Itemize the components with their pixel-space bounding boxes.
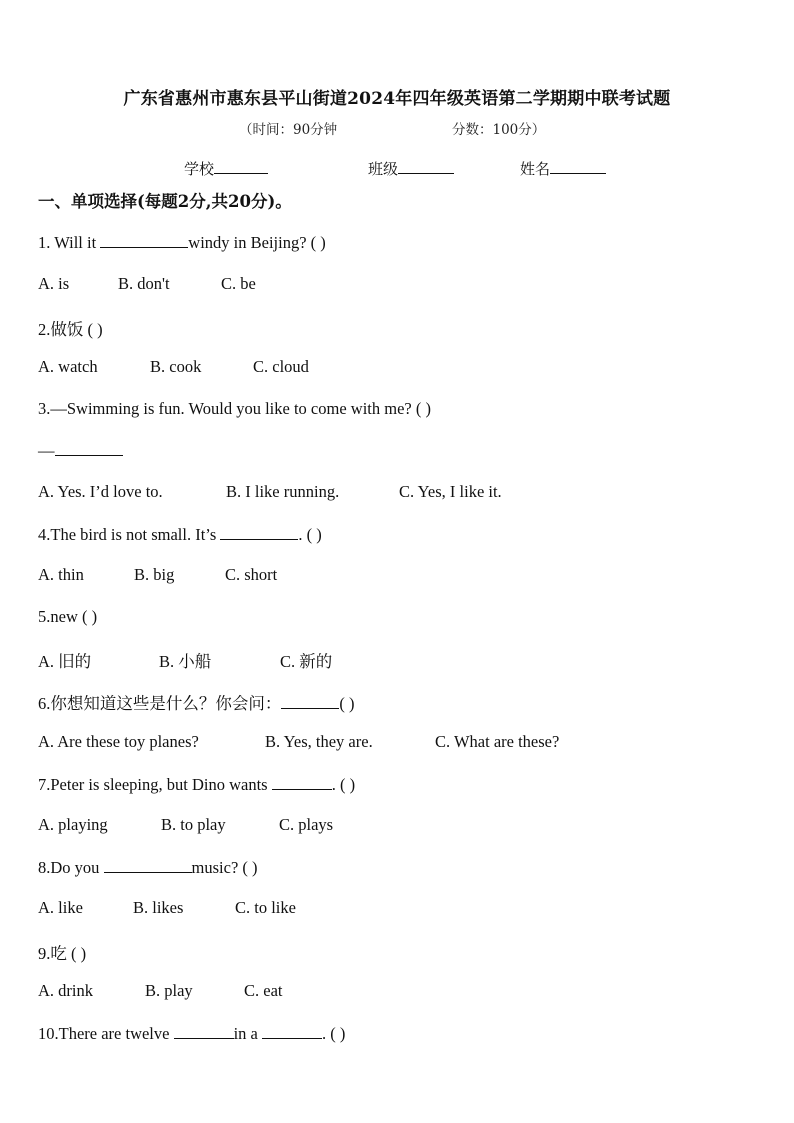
option-a: A. drink [38,981,93,1000]
question-10 [38,1023,345,1044]
answer-blank [100,232,188,248]
question-text-end: . ( ) [331,775,356,794]
question-9 [38,940,86,964]
option-b: B. to play [161,815,226,834]
question-3-response [38,440,123,461]
answer-blank [220,524,298,540]
question-text: 9.吃 ( ) [38,944,87,963]
option-a: A. Are these toy planes? [38,732,199,751]
exam-time: （时间：90分钟 [239,122,338,138]
section-heading: 一、单项选择(每题2分,共20分)。 [38,192,292,211]
option-c: C. 新的 [280,652,333,671]
option-b: B. play [145,981,193,1000]
question-text-end: music? ( ) [191,858,258,877]
question-text-end: ( ) [339,694,355,713]
option-c: C. Yes, I like it. [399,482,502,501]
option-a: A. is [38,274,70,293]
name-label: 姓名 [520,160,551,178]
option-a: A. Yes. I’d love to. [38,482,163,501]
question-text: 10.There are twelve [38,1024,174,1043]
class-blank [398,159,454,174]
option-b: B. cook [150,357,202,376]
option-c: C. What are these? [435,732,560,751]
answer-blank-1 [174,1023,234,1039]
question-3 [38,399,431,419]
class-field [368,158,454,179]
question-text: 6.你想知道这些是什么？你会问： [38,694,282,713]
question-text: 3.—Swimming is fun. Would you like to come with me? ( ) [38,399,431,418]
option-a: A. thin [38,565,84,584]
question-text: 7.Peter is sleeping, but Dino wants [38,775,272,794]
option-a: A. like [38,898,83,917]
exam-title: 广东省惠州市惠东县平山街道2024年四年级英语第二学期期中联考试题 [123,89,671,109]
question-text: 4.The bird is not small. It’s [38,525,221,544]
options-9 [38,981,778,1005]
answer-blank-2 [262,1023,322,1039]
question-text: 2.做饭 ( ) [38,320,103,339]
question-text-end: . ( ) [322,1024,346,1043]
options-7 [38,815,778,839]
option-b: B. Yes, they are. [265,732,373,751]
options-6 [38,732,778,756]
question-1 [38,232,326,253]
question-6 [38,690,355,714]
question-text-mid: in a [233,1024,263,1043]
option-c: C. be [221,274,256,293]
question-text-end: . ( ) [298,525,322,544]
name-field [520,158,606,179]
answer-blank [272,774,332,790]
option-c: C. short [225,565,278,584]
option-c: C. cloud [253,357,309,376]
name-blank [550,159,606,174]
question-4 [38,524,322,545]
class-label: 班级 [368,160,399,178]
school-label: 学校 [184,160,215,178]
answer-blank [55,440,123,456]
response-dash: — [38,441,55,460]
option-b: B. I like running. [226,482,340,501]
school-field [184,158,268,179]
question-5 [38,607,97,627]
option-a: A. 旧的 [38,652,92,671]
question-7 [38,774,355,795]
option-b: B. likes [133,898,184,917]
options-4 [38,565,778,589]
option-a: A. watch [38,357,98,376]
student-info-row [0,158,794,182]
options-8 [38,898,778,922]
option-c: C. plays [279,815,334,834]
option-c: C. eat [244,981,283,1000]
question-text-end: windy in Beijing? ( ) [188,233,326,252]
option-b: B. big [134,565,175,584]
option-c: C. to like [235,898,296,917]
question-2 [38,316,103,340]
answer-blank [104,857,192,873]
options-5 [38,648,778,672]
question-text: 5.new ( ) [38,607,98,626]
option-a: A. playing [38,815,108,834]
question-text: 8.Do you [38,858,104,877]
school-blank [214,159,268,174]
options-3 [38,482,778,506]
exam-score: 分数：100分） [452,122,546,138]
option-b: B. don't [118,274,170,293]
options-1 [38,274,778,298]
options-2 [38,357,778,381]
question-text: 1. Will it [38,233,101,252]
option-b: B. 小船 [159,652,212,671]
answer-blank [281,693,339,709]
question-8 [38,857,258,878]
